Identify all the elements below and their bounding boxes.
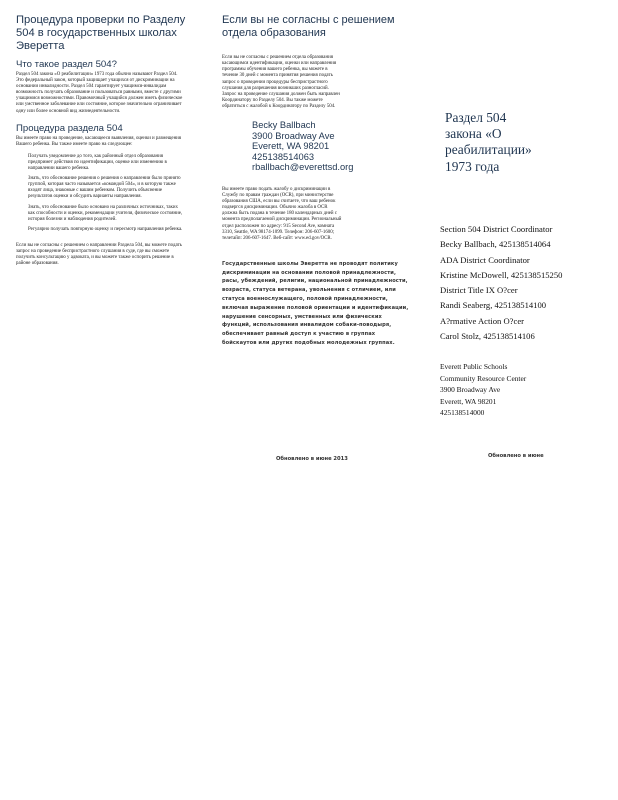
list-item: Carol Stolz, 425138514106 <box>440 331 535 342</box>
list-item: Randi Seaberg, 425138514100 <box>440 300 547 311</box>
coordinator-list <box>440 222 615 344</box>
nondiscrimination-statement: Государственные школы Эверетта не проводят политику дискриминации на основании половой принадлежности, расы, убеждений, религии, национальной принадлежности, возраста, статуса ветерана, увольнения с отличием, или статуса военнослужащего, половой принадлежности, включая выражение половой ориентации и идентификации, нарушение сенсорных, умственных или физических функций, использования инвалидом собаки-поводыря, обеспечивает равный доступ к участию в группах бойскаутов или других подобных молодежных группах. <box>222 260 409 347</box>
what-is-504-text: Раздел 504 закона «О реабилитации» 1973 года обычно называют Раздел 504. Это федеральный закон, который защищает учащихся от дискриминации на основании инвалидности. Раздел 504 гарантирует учащимся-инвалидам возможность получать образование и пользоваться равными, вместе с другими учащимися возможностями. Правомочный учащийся должен иметь физическое или умственное заболевание или состояние, которое значительно ограничивает одну или более основной вид жизнедеятельности. <box>16 72 183 114</box>
list-item: Знать, что обоснование решения о решения о направлении было принято группой, которая часто называется «командой 504», и в которую также входят лица, знакомые с вашим ребенком. Получить объяснение результатов оценки и обсудить варианты направления. <box>28 176 181 200</box>
list-item: Получать уведомление до того, как районный отдел образования предпримет действия по идентификации, оценке или изменению в направлении вашего ребенка. <box>28 153 167 172</box>
contact-phone: 425138514063 <box>252 151 315 162</box>
list-item: ADA District Coordinator <box>440 254 530 265</box>
panel2-title: Если вы не согласны с решением отдела образования <box>222 14 395 39</box>
brochure-title: Раздел 504 закона «О реабилитации» 1973 года <box>445 110 532 174</box>
list-item: A?rmative Action O?cer <box>440 315 524 326</box>
panel2-updated-date: Обновлено в июне 2013 <box>276 456 348 462</box>
closing-text: Если вы не согласны с решением о направлении Раздела 504, вы можете подать запрос на проведение беспристрастного слушания в суде, где вы сможете получить консультацию у адвоката, и вы можете также оспорить решение в районе образования. <box>16 242 182 267</box>
what-is-504-heading: Что такое раздел 504? <box>16 59 117 70</box>
address-line: 3900 Broadway Ave <box>440 385 501 395</box>
address-line: Community Resource Center <box>440 373 527 383</box>
rights-list <box>16 154 186 233</box>
ocr-complaint-text: Вы имеете право подать жалобу о дискриминации в Службу по правам граждан (OCR), при министерстве образования США, если вы считаете, что ваш ребенок подвергся дискриминации. Обычно жалоба в OCR должна быть подана в течение 180 календарных дней с момента предполагаемой дискриминации. Региональный отдел расположен по адресу: 915 Second Ave, комната 3310, Seattle, WA 98174-1099. Телефон: 206-607-1600; телетайп: 206-607-1647. Веб-сайт: www.ed.gov/OCR. <box>222 187 342 241</box>
list-item: Section 504 District Coordinator <box>440 224 553 234</box>
panel1-title: Процедура проверки по Разделу 504 в государственных школах Эверетта <box>16 14 186 52</box>
contact-name: Becky Ballbach <box>252 120 316 131</box>
panel-left <box>16 14 186 273</box>
address-line: Everett, WA 98201 <box>440 396 497 406</box>
address-line: Everett Public Schools <box>440 362 508 371</box>
contact-city: Everett, WA 98201 <box>252 141 330 152</box>
list-item: Регулярно получать повторную оценку и пересмотр направления ребенка. <box>28 226 183 232</box>
panel3-updated-date: Обновлено в июне <box>488 453 544 459</box>
list-item: Becky Ballbach, 425138514064 <box>440 239 551 250</box>
contact-street: 3900 Broadway Ave <box>252 130 335 141</box>
list-item: Знать, что обоснование было основано на различных источниках, таких как способности и оценки, рекомендации учителя, физическое состояние, история болезни и наблюдения родителей. <box>28 204 183 222</box>
list-item: District Title IX O?cer <box>440 285 518 296</box>
disagree-text: Если вы не согласны с решением отдела образования касающимся идентификации, оценки или направления программы обучения вашего ребенка, вы можете в течение 30 дней с момента принятия решения подать запрос о проведении процедуры беспристрастного слушания для разрешения возникших разногласий. Запрос на проведение слушания должен быть направлен Координатору по Разделу 504. Вы также можете обратиться с жалобой к Координатору по Разделу 504. <box>222 55 340 109</box>
coordinator-contact <box>222 120 410 173</box>
contact-email[interactable]: rballbach@everettsd.org <box>252 162 354 173</box>
panel-middle <box>222 14 410 348</box>
procedure-heading: Процедура раздела 504 <box>16 122 123 134</box>
procedure-intro: Вы имеете право на проведение, касающееся выявления, оценки и размещения Вашего ребенка. Вы также имеете право на следующее: <box>16 135 182 147</box>
district-address <box>440 361 615 419</box>
list-item: Kristine McDowell, 425138515250 <box>440 269 563 280</box>
address-line: 425138514000 <box>440 408 485 418</box>
